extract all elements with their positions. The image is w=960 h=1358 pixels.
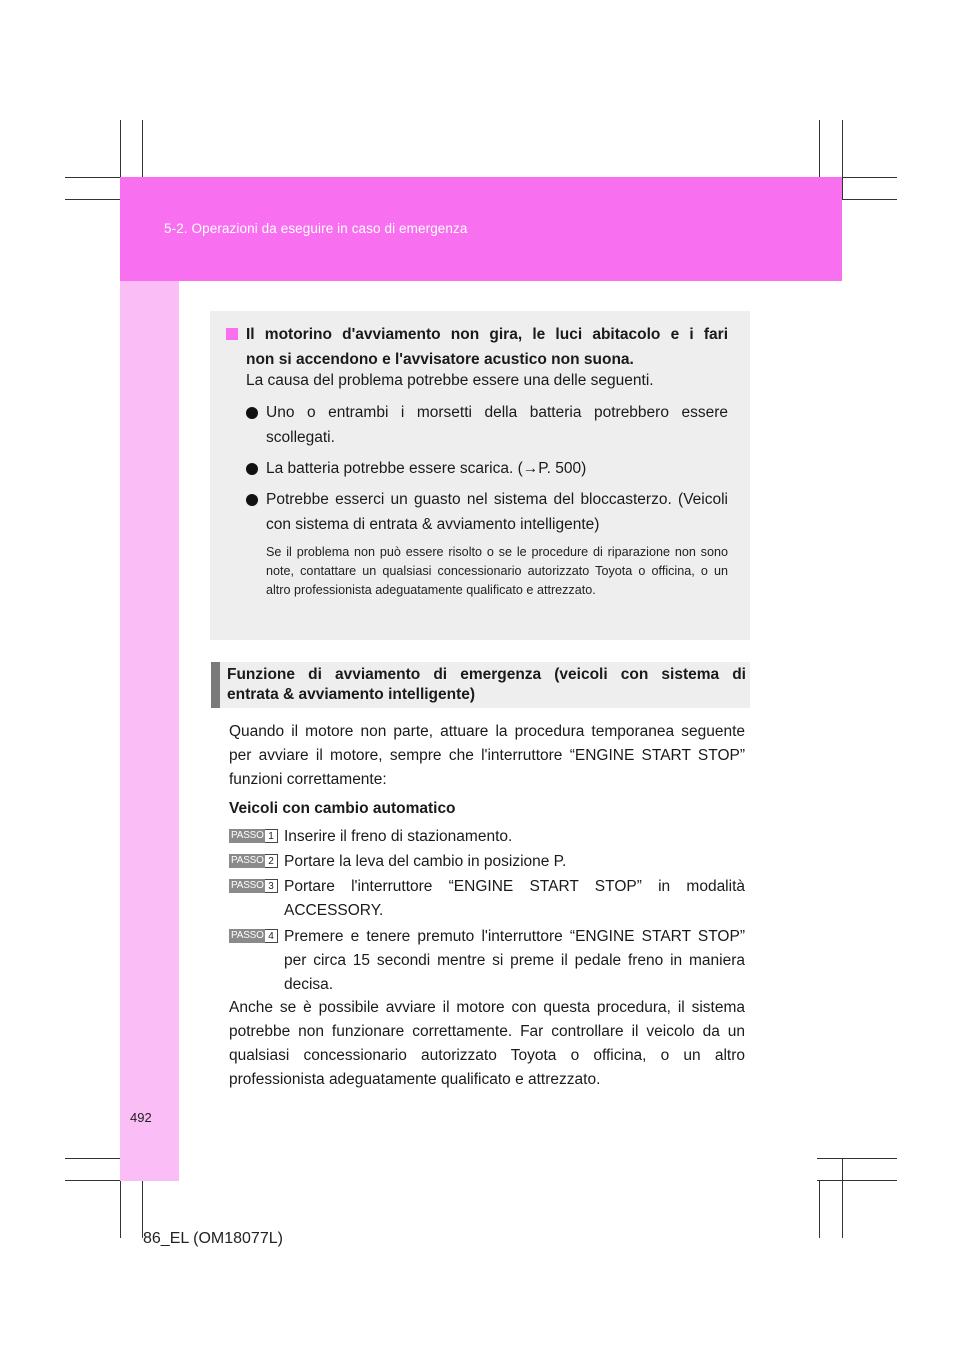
- step-word: PASSO: [231, 880, 264, 891]
- bullet-dot-icon: [246, 407, 258, 419]
- list-item: [246, 456, 728, 481]
- footer-code: 86_EL (OM18077L): [143, 1230, 283, 1247]
- step-badge: [229, 879, 278, 893]
- step-number: 2: [265, 854, 278, 868]
- side-band: [120, 281, 179, 1181]
- info-box-note: Se il problema non può essere risolto o se le procedure di riparazione non sono note, contattare un qualsiasi concessionario autorizzato Toyota o officina, o un altro professionista adeguatamente qualificato e attrezzato.: [266, 545, 728, 597]
- page-number: 492: [130, 1110, 152, 1125]
- closing-paragraph: Anche se è possibile avviare il motore con questa procedura, il sistema potrebbe non funzionare correttamente. Far controllare il veicolo da un qualsiasi concessionario autorizzato Toyota o officina, o un altro professionista adeguatamente qualificato e attrezzato.: [229, 999, 745, 1088]
- square-bullet-icon: [226, 328, 238, 340]
- crop-mark: [842, 1158, 843, 1238]
- bullet-dot-icon: [246, 463, 258, 475]
- step-text: Premere e tenere premuto l'interruttore “ENGINE START STOP” per circa 15 secondi mentre si preme il pedale freno in maniera decisa.: [284, 928, 745, 993]
- step-word: PASSO: [231, 930, 264, 941]
- crop-mark: [819, 1180, 820, 1238]
- section-heading-line2: entrata & avviamento intelligente): [227, 686, 476, 703]
- step-word: PASSO: [231, 855, 264, 866]
- step-badge: [229, 854, 278, 868]
- step-number: 3: [265, 879, 278, 893]
- section-heading-line1: Funzione di avviamento di emergenza (veicoli con sistema di: [227, 666, 746, 683]
- step-item: [229, 875, 745, 923]
- vehicle-heading: Veicoli con cambio automatico: [229, 800, 456, 817]
- list-item: [246, 400, 728, 450]
- list-item: [246, 487, 728, 537]
- step-text: Inserire il freno di stazionamento.: [284, 828, 513, 845]
- step-item: [229, 850, 745, 874]
- info-box-heading-line1: Il motorino d'avviamento non gira, le luci abitacolo e i fari: [246, 326, 728, 343]
- crop-mark: [817, 1158, 897, 1159]
- section-title: 5-2. Operazioni da eseguire in caso di emergenza: [164, 221, 468, 236]
- info-box-heading: [228, 322, 728, 372]
- step-number: 4: [265, 929, 278, 943]
- step-text: Portare la leva del cambio in posizione P.: [284, 853, 567, 870]
- list-item-text: Potrebbe esserci un guasto nel sistema del bloccasterzo. (Veicoli con sistema di entrata & avviamento intelligente): [266, 491, 728, 533]
- list-item-text: La batteria potrebbe essere scarica. (→P. 500): [266, 460, 587, 477]
- section-heading: [211, 662, 750, 708]
- step-badge: [229, 829, 278, 843]
- step-number: 1: [265, 829, 278, 843]
- step-text: Portare l'interruttore “ENGINE START STOP” in modalità ACCESSORY.: [284, 878, 745, 919]
- info-box-intro: La causa del problema potrebbe essere una delle seguenti.: [246, 372, 654, 389]
- bullet-dot-icon: [246, 494, 258, 506]
- step-item: [229, 825, 745, 849]
- crop-mark: [817, 1180, 897, 1181]
- step-word: PASSO: [231, 830, 264, 841]
- crop-mark: [842, 120, 843, 200]
- step-badge: [229, 929, 278, 943]
- list-item-text: Uno o entrambi i morsetti della batteria potrebbero essere scollegati.: [266, 404, 728, 446]
- step-item: [229, 925, 745, 997]
- info-box-heading-line2: non si accendono e l'avvisatore acustico non suona.: [246, 351, 634, 368]
- body-paragraph: Quando il motore non parte, attuare la procedura temporanea seguente per avviare il motore, sempre che l'interruttore “ENGINE START STOP” funzioni correttamente:: [229, 723, 745, 788]
